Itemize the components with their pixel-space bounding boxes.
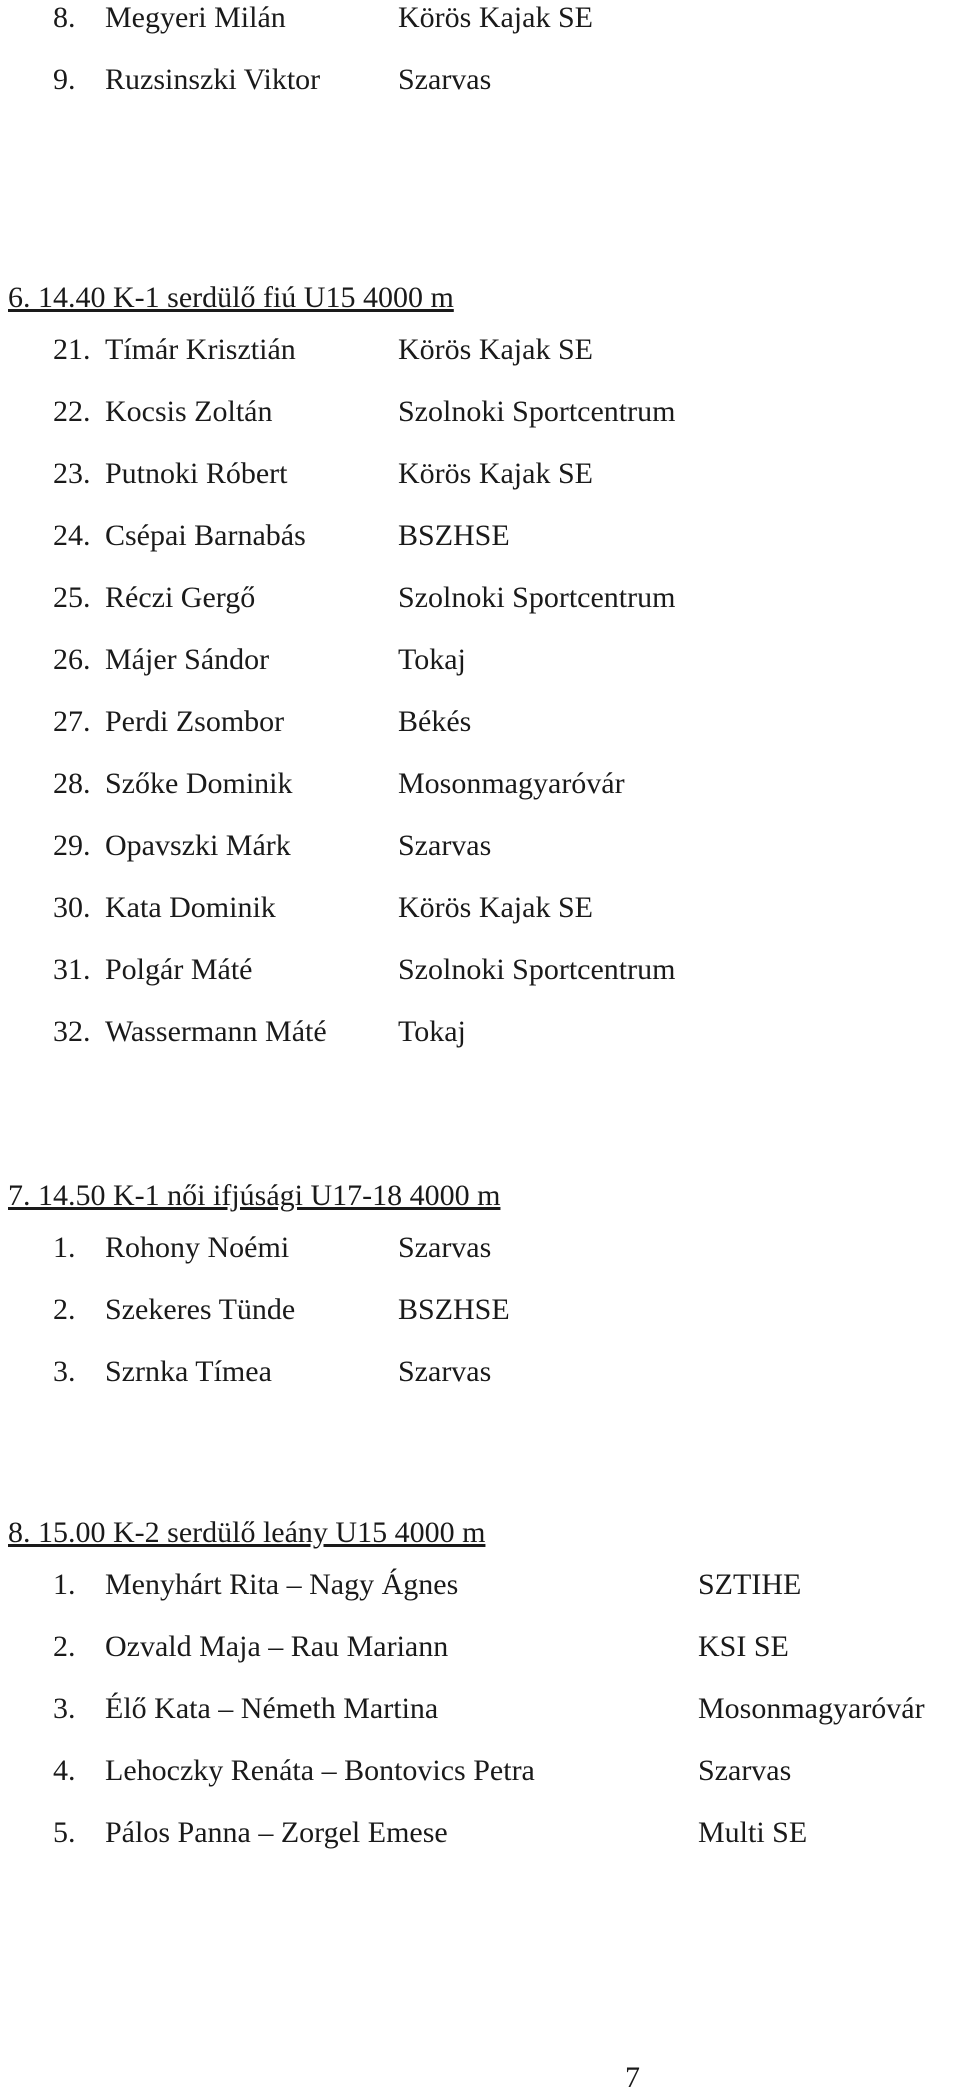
- entry-number: 22.: [53, 395, 91, 428]
- competitor-name: Wassermann Máté: [105, 1015, 327, 1048]
- entry-number: 30.: [53, 891, 91, 924]
- entry-number: 24.: [53, 519, 91, 552]
- competitor-name: Perdi Zsombor: [105, 705, 285, 738]
- club-name: Szarvas: [698, 1754, 792, 1787]
- entry-number: 1.: [53, 1231, 76, 1264]
- entry-number: 29.: [53, 829, 91, 862]
- competitor-name: Putnoki Róbert: [105, 457, 288, 490]
- section-heading: 8. 15.00 K-2 serdülő leány U15 4000 m: [8, 1516, 486, 1549]
- competitor-name: Szőke Dominik: [105, 767, 293, 800]
- club-name: Körös Kajak SE: [398, 333, 593, 366]
- entry-number: 9.: [53, 63, 76, 96]
- club-name: Szolnoki Sportcentrum: [398, 581, 676, 614]
- competitor-name: Megyeri Milán: [105, 1, 286, 34]
- club-name: Mosonmagyaróvár: [398, 767, 625, 800]
- competitor-name: Opavszki Márk: [105, 829, 291, 862]
- entry-number: 23.: [53, 457, 91, 490]
- entry-number: 2.: [53, 1630, 76, 1663]
- competitor-name: Májer Sándor: [105, 643, 270, 676]
- club-name: Szarvas: [398, 829, 492, 862]
- club-name: Szolnoki Sportcentrum: [398, 395, 676, 428]
- competitor-name: Szekeres Tünde: [105, 1293, 296, 1326]
- club-name: Körös Kajak SE: [398, 1, 593, 34]
- competitor-names: Lehoczky Renáta – Bontovics Petra: [105, 1754, 535, 1787]
- club-name: Körös Kajak SE: [398, 891, 593, 924]
- entry-number: 28.: [53, 767, 91, 800]
- competitor-names: Élő Kata – Németh Martina: [105, 1692, 439, 1725]
- competitor-names: Ozvald Maja – Rau Mariann: [105, 1630, 449, 1663]
- entry-number: 1.: [53, 1568, 76, 1601]
- competitor-name: Tímár Krisztián: [105, 333, 296, 366]
- entry-number: 8.: [53, 1, 76, 34]
- club-name: Multi SE: [698, 1816, 808, 1849]
- competitor-name: Rohony Noémi: [105, 1231, 290, 1264]
- club-name: Mosonmagyaróvár: [698, 1692, 925, 1725]
- entry-number: 4.: [53, 1754, 76, 1787]
- entry-number: 26.: [53, 643, 91, 676]
- entry-number: 25.: [53, 581, 91, 614]
- competitor-names: Pálos Panna – Zorgel Emese: [105, 1816, 448, 1849]
- competitor-name: Réczi Gergő: [105, 581, 256, 614]
- club-name: Szarvas: [398, 1231, 492, 1264]
- section-heading: 6. 14.40 K-1 serdülő fiú U15 4000 m: [8, 281, 454, 314]
- entry-number: 5.: [53, 1816, 76, 1849]
- competitor-name: Polgár Máté: [105, 953, 253, 986]
- club-name: Szarvas: [398, 63, 492, 96]
- club-name: Tokaj: [398, 643, 466, 676]
- club-name: KSI SE: [698, 1630, 789, 1663]
- entry-number: 21.: [53, 333, 91, 366]
- club-name: SZTIHE: [698, 1568, 802, 1601]
- club-name: Békés: [398, 705, 472, 738]
- entry-number: 2.: [53, 1293, 76, 1326]
- competitor-name: Szrnka Tímea: [105, 1355, 272, 1388]
- competitor-name: Ruzsinszki Viktor: [105, 63, 321, 96]
- competitor-name: Csépai Barnabás: [105, 519, 306, 552]
- competitor-name: Kocsis Zoltán: [105, 395, 273, 428]
- competitor-names: Menyhárt Rita – Nagy Ágnes: [105, 1568, 459, 1601]
- entry-number: 32.: [53, 1015, 91, 1048]
- entry-number: 31.: [53, 953, 91, 986]
- club-name: Tokaj: [398, 1015, 466, 1048]
- entry-number: 27.: [53, 705, 91, 738]
- section-heading: 7. 14.50 K-1 női ifjúsági U17-18 4000 m: [8, 1179, 501, 1212]
- club-name: Szolnoki Sportcentrum: [398, 953, 676, 986]
- page-number: 7: [625, 2061, 640, 2094]
- entry-number: 3.: [53, 1355, 76, 1388]
- club-name: Körös Kajak SE: [398, 457, 593, 490]
- club-name: BSZHSE: [398, 1293, 510, 1326]
- club-name: Szarvas: [398, 1355, 492, 1388]
- club-name: BSZHSE: [398, 519, 510, 552]
- competitor-name: Kata Dominik: [105, 891, 276, 924]
- entry-number: 3.: [53, 1692, 76, 1725]
